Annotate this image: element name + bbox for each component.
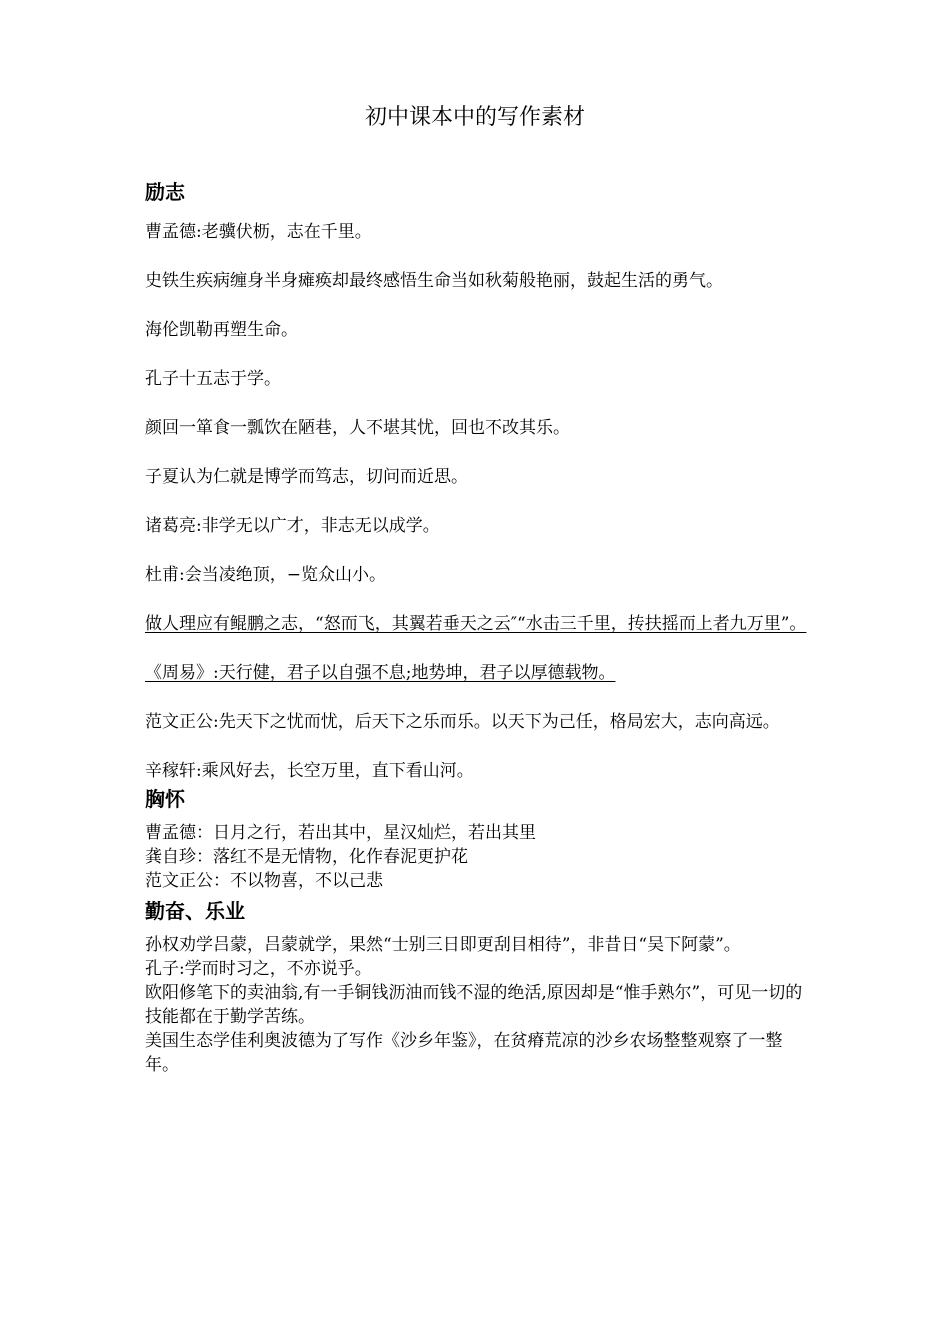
paragraph: 孔子十五志于学。: [145, 369, 281, 389]
paragraph: 孙权劝学吕蒙，吕蒙就学，果然“士别三日即更刮目相待”，非昔日“吴下阿蒙”。: [145, 935, 741, 955]
paragraph: 子夏认为仁就是博学而笃志，切问而近思。: [145, 467, 468, 487]
section-lizhi-items: [145, 220, 810, 783]
paragraph: 杜甫:会当凌绝顶，−览众山小。: [145, 565, 386, 585]
section-qinfen-items: [145, 933, 810, 1077]
paragraph: 曹孟德:老骥伏枥，志在千里。: [145, 222, 372, 242]
paragraph: 海伦凯勒再塑生命。: [145, 320, 298, 340]
section-heading-lizhi: 励志: [145, 180, 185, 204]
section-heading-qinfen-leye: 勤奋、乐业: [145, 899, 245, 923]
paragraph: 范文正公：不以物喜，不以己悲: [145, 871, 383, 891]
paragraph: 颜回一箪食一瓢饮在陋巷，人不堪其忧，回也不改其乐。: [145, 418, 570, 438]
document-title: 初中课本中的写作素材: [364, 105, 585, 130]
section-xionghuai-items: [145, 821, 810, 893]
paragraph: 诸葛亮:非学无以广才，非志无以成学。: [145, 516, 440, 536]
section-heading-xionghuai: 胸怀: [145, 787, 185, 811]
paragraph: 范文正公:先天下之忧而忧，后天下之乐而乐。以天下为己任，格局宏大，志向高远。: [145, 712, 780, 732]
paragraph: 史铁生疾病缠身半身瘫痪却最终感悟生命当如秋菊般艳丽，鼓起生活的勇气。: [145, 271, 723, 291]
paragraph: 龚自珍：落红不是无情物，化作春泥更护花: [145, 847, 468, 867]
underlined-paragraph: 做人理应有鲲鹏之志，“怒而飞，其翼若垂天之云″“水击三千里，抟扶摇而上者九万里”。: [145, 614, 807, 634]
paragraph: 辛稼轩:乘风好去，长空万里，直下看山河。: [145, 761, 474, 781]
document-body: [145, 178, 810, 1077]
paragraph: 曹孟德：日月之行，若出其中，星汉灿烂，若出其里: [145, 823, 536, 843]
paragraph: 美国生态学佳利奥波德为了写作《沙乡年鉴》，在贫瘠荒凉的沙乡农场整整观察了一整年。: [145, 1031, 783, 1075]
paragraph: 欧阳修笔下的卖油翁,有一手铜钱沥油而钱不湿的绝活,原因却是“惟手熟尔”，可见一切的技能都在于勤学苦练。: [145, 983, 803, 1027]
paragraph: 孔子:学而时习之，不亦说乎。: [145, 959, 372, 979]
underlined-paragraph: 《周易》:天行健，君子以自强不息;地势坤，君子以厚德载物。: [145, 663, 616, 683]
